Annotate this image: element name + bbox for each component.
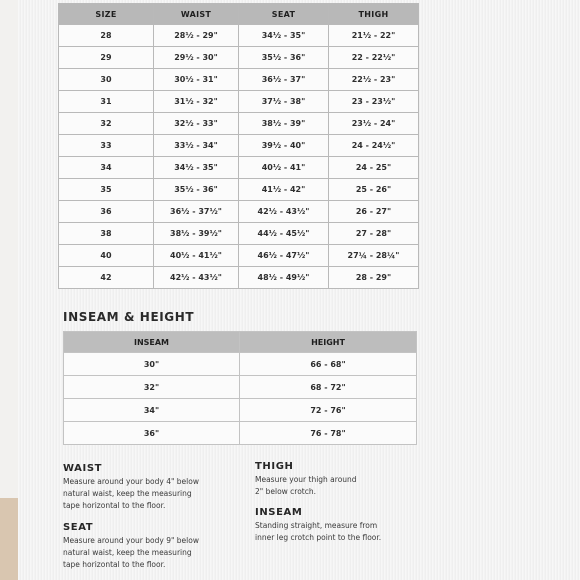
- thigh-cell: 27¼ - 28¼": [329, 245, 419, 267]
- wood-surface: [0, 498, 18, 580]
- thigh-cell: 22½ - 23": [329, 69, 419, 91]
- waist-cell: 42½ - 43½": [154, 267, 239, 289]
- inseam-cell: 34": [64, 399, 240, 422]
- seat-cell: 35½ - 36": [239, 47, 329, 69]
- waist-cell: 40½ - 41½": [154, 245, 239, 267]
- thigh-cell: 27 - 28": [329, 223, 419, 245]
- waist-cell: 31½ - 32": [154, 91, 239, 113]
- header-thigh: THIGH: [329, 4, 419, 25]
- table-row: [59, 201, 419, 223]
- table-row: [59, 157, 419, 179]
- size-cell: 35: [59, 179, 154, 201]
- size-guide-sheet: [18, 0, 580, 580]
- header-inseam: INSEAM: [64, 332, 240, 353]
- waist-instructions: [63, 463, 238, 512]
- seat-cell: 39½ - 40": [239, 135, 329, 157]
- seat-cell: 38½ - 39": [239, 113, 329, 135]
- waist-line-1: Measure around your body 4" below: [63, 477, 199, 486]
- thigh-cell: 23½ - 24": [329, 113, 419, 135]
- waist-cell: 28½ - 29": [154, 25, 239, 47]
- thigh-line-1: Measure your thigh around: [255, 475, 357, 484]
- seat-cell: 42½ - 43½": [239, 201, 329, 223]
- inseam-height-table: [63, 331, 417, 445]
- inseam-instructions: [255, 507, 415, 544]
- seat-cell: 46½ - 47½": [239, 245, 329, 267]
- thigh-cell: 21½ - 22": [329, 25, 419, 47]
- inseam-cell: 32": [64, 376, 240, 399]
- table-row: [59, 179, 419, 201]
- table-row: [59, 47, 419, 69]
- inseam-heading: INSEAM: [255, 507, 303, 518]
- table-row: [59, 69, 419, 91]
- seat-line-1: Measure around your body 9" below: [63, 536, 199, 545]
- waist-cell: 35½ - 36": [154, 179, 239, 201]
- table-row: [64, 353, 417, 376]
- header-size: SIZE: [59, 4, 154, 25]
- header-row: [59, 4, 419, 25]
- seat-cell: 37½ - 38": [239, 91, 329, 113]
- inseam-line-2: inner leg crotch point to the floor.: [255, 533, 382, 542]
- table-row: [64, 399, 417, 422]
- thigh-cell: 23 - 23½": [329, 91, 419, 113]
- table-row: [59, 135, 419, 157]
- header-height: HEIGHT: [240, 332, 417, 353]
- size-cell: 29: [59, 47, 154, 69]
- size-cell: 28: [59, 25, 154, 47]
- size-cell: 36: [59, 201, 154, 223]
- inseam-line-1: Standing straight, measure from: [255, 521, 378, 530]
- height-cell: 68 - 72": [240, 376, 417, 399]
- size-cell: 32: [59, 113, 154, 135]
- waist-cell: 38½ - 39½": [154, 223, 239, 245]
- table-row: [59, 25, 419, 47]
- thigh-cell: 24 - 24½": [329, 135, 419, 157]
- thigh-line-2: 2" below crotch.: [255, 487, 317, 496]
- waist-line-3: tape horizontal to the floor.: [63, 501, 166, 510]
- header-seat: SEAT: [239, 4, 329, 25]
- thigh-cell: 28 - 29": [329, 267, 419, 289]
- size-chart-header: [59, 4, 419, 25]
- seat-cell: 40½ - 41": [239, 157, 329, 179]
- waist-cell: 30½ - 31": [154, 69, 239, 91]
- seat-cell: 36½ - 37": [239, 69, 329, 91]
- size-cell: 33: [59, 135, 154, 157]
- waist-cell: 34½ - 35": [154, 157, 239, 179]
- height-cell: 66 - 68": [240, 353, 417, 376]
- waist-cell: 36½ - 37½": [154, 201, 239, 223]
- seat-line-3: tape horizontal to the floor.: [63, 560, 166, 569]
- size-cell: 31: [59, 91, 154, 113]
- waist-cell: 29½ - 30": [154, 47, 239, 69]
- height-cell: 76 - 78": [240, 422, 417, 445]
- seat-line-2: natural waist, keep the measuring: [63, 548, 192, 557]
- size-cell: 34: [59, 157, 154, 179]
- table-row: [59, 267, 419, 289]
- thigh-cell: 26 - 27": [329, 201, 419, 223]
- inseam-cell: 30": [64, 353, 240, 376]
- thigh-instructions: [255, 461, 415, 498]
- table-row: [59, 245, 419, 267]
- thigh-heading: THIGH: [255, 461, 294, 472]
- inseam-height-title: INSEAM & HEIGHT: [63, 310, 195, 324]
- thigh-cell: 24 - 25": [329, 157, 419, 179]
- size-cell: 38: [59, 223, 154, 245]
- inseam-cell: 36": [64, 422, 240, 445]
- seat-instructions: [63, 522, 238, 571]
- waist-cell: 33½ - 34": [154, 135, 239, 157]
- background-wall: [0, 0, 18, 580]
- waist-line-2: natural waist, keep the measuring: [63, 489, 192, 498]
- table-row: [59, 91, 419, 113]
- size-cell: 42: [59, 267, 154, 289]
- height-cell: 72 - 76": [240, 399, 417, 422]
- table-row: [59, 113, 419, 135]
- seat-cell: 44½ - 45½": [239, 223, 329, 245]
- size-chart-table: [58, 3, 419, 289]
- table-row: [64, 376, 417, 399]
- size-cell: 40: [59, 245, 154, 267]
- seat-cell: 41½ - 42": [239, 179, 329, 201]
- waist-cell: 32½ - 33": [154, 113, 239, 135]
- waist-heading: WAIST: [63, 463, 103, 474]
- table-row: [59, 223, 419, 245]
- table-row: [64, 422, 417, 445]
- header-row: [64, 332, 417, 353]
- thigh-cell: 22 - 22½": [329, 47, 419, 69]
- size-cell: 30: [59, 69, 154, 91]
- seat-cell: 34½ - 35": [239, 25, 329, 47]
- header-waist: WAIST: [154, 4, 239, 25]
- thigh-cell: 25 - 26": [329, 179, 419, 201]
- seat-heading: SEAT: [63, 522, 94, 533]
- seat-cell: 48½ - 49½": [239, 267, 329, 289]
